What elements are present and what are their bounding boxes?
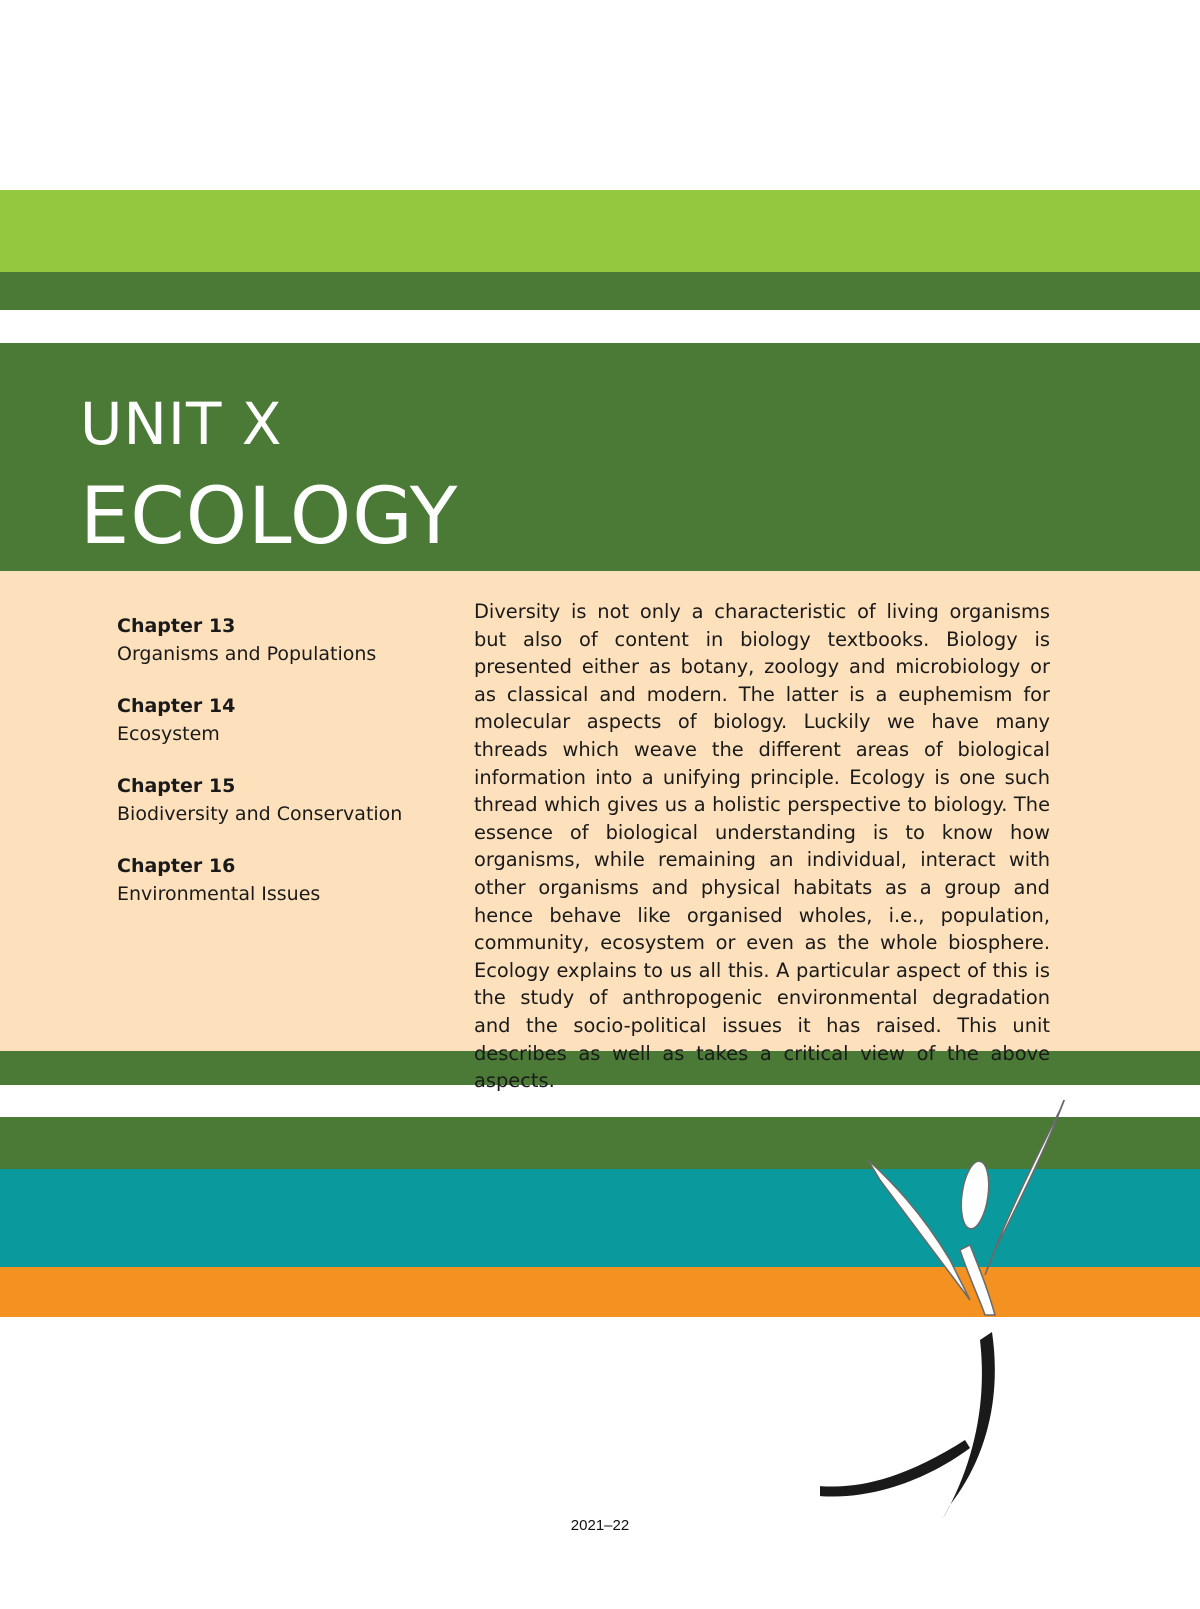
chapter-number: Chapter 16 xyxy=(117,855,236,877)
year-label: 2021–22 xyxy=(570,1517,630,1534)
chapter-number: Chapter 15 xyxy=(117,775,236,797)
unit-introduction: Diversity is not only a characteristic of living organisms but also of content in biology textbooks. Biology is presented either as botany, zoology and microbiology or as classical and modern. The latter is a euphemism for molecular aspects of biology. Luckily we have many threads which weave the different areas of biological information into a unifying principle. Ecology is one such thread which gives us a holistic perspective to biology. The essence of biological understanding is to know how organisms, while remaining an individual, interact with other organisms and physical habitats as a group and hence behave like organised wholes, i.e., population, community, ecosystem or even as the whole biosphere. Ecology explains to us all this. A particular aspect of this is the study of anthropogenic environmental degradation and the socio-political issues it has raised. This unit describes as well as takes a critical view of the above aspects. xyxy=(474,600,1050,1093)
chapter-item[interactable] xyxy=(117,692,437,748)
chapter-name: Biodiversity and Conservation xyxy=(117,803,403,825)
unit-label: UNIT X xyxy=(80,390,283,458)
chapter-item[interactable] xyxy=(117,772,437,828)
chapter-number: Chapter 14 xyxy=(117,695,236,717)
jumping-figure-icon xyxy=(820,1100,1120,1570)
unit-title: ECOLOGY xyxy=(80,472,459,562)
chapter-name: Organisms and Populations xyxy=(117,643,377,665)
chapter-item[interactable] xyxy=(117,612,437,668)
chapter-list xyxy=(117,612,437,932)
chapter-number: Chapter 13 xyxy=(117,615,236,637)
dark-green-band xyxy=(0,272,1200,310)
light-green-band xyxy=(0,190,1200,272)
chapter-name: Ecosystem xyxy=(117,723,220,745)
chapter-item[interactable] xyxy=(117,852,437,908)
chapter-name: Environmental Issues xyxy=(117,883,321,905)
